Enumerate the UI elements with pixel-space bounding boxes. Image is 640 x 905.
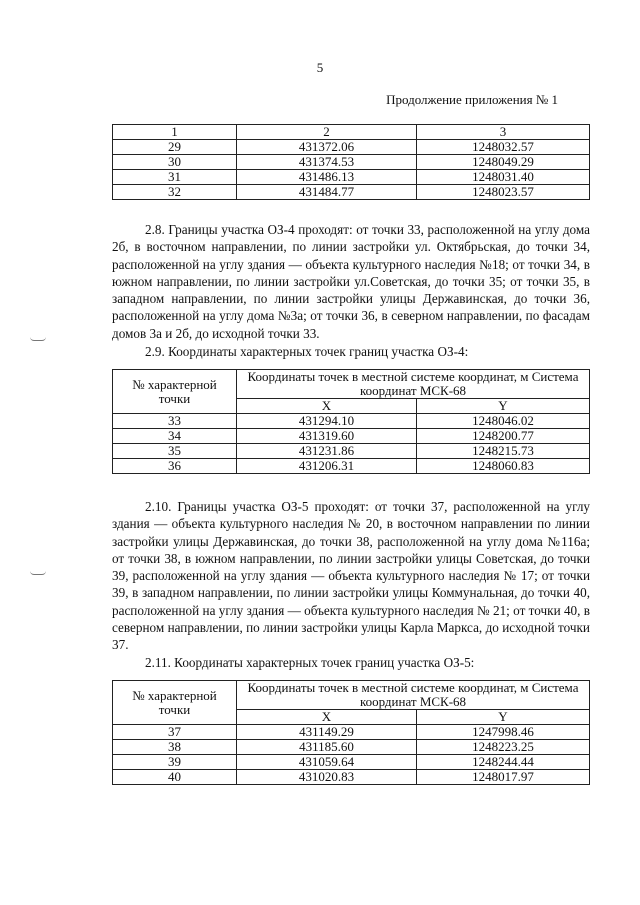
table-row [113, 444, 590, 459]
paragraph-2-11 [112, 654, 590, 671]
y-coordinate: 1248049.29 [417, 155, 590, 170]
point-number: 31 [113, 170, 237, 185]
point-number: 35 [113, 444, 237, 459]
point-number-header: № характерной точки [113, 681, 237, 725]
x-coordinate: 431231.86 [237, 444, 417, 459]
y-coordinate: 1248215.73 [417, 444, 590, 459]
point-number: 29 [113, 140, 237, 155]
paragraph-2-9 [112, 343, 590, 360]
x-coordinate: 431372.06 [237, 140, 417, 155]
header-cell: 3 [417, 125, 590, 140]
table-row [113, 170, 590, 185]
y-coordinate: 1248032.57 [417, 140, 590, 155]
point-number: 36 [113, 459, 237, 474]
point-number-header: № характерной точки [113, 370, 237, 414]
table-row [113, 770, 590, 785]
x-coordinate: 431294.10 [237, 414, 417, 429]
x-header: X [237, 399, 417, 414]
y-coordinate: 1247998.46 [417, 725, 590, 740]
y-header: Y [417, 710, 590, 725]
paragraph-2-10-text: 2.10. Границы участка ОЗ-5 проходят: от точки 37, расположенной на углу здания — объекта культурного наследия № 20, в восточном направлении по линии застройки улицы Державинская, до точки 38, расположенной на углу дома №116а; от точки 38, в южном направлении, по линии застройки улицы Советская, до точки 39, расположенной на углу здания — объекта культурного наследия № 17; от точки 39, в западном направлении, по линии застройки улицы Коммунальная, до точки 40, расположенной на углу здания — объекта культурного наследия № 21; от точки 40, в северном направлении, по линии застройки улицы Карла Маркса, до исходной точки 37. [112, 499, 590, 653]
point-number: 38 [113, 740, 237, 755]
point-number: 30 [113, 155, 237, 170]
paragraph-2-9-text: 2.9. Координаты характерных точек границ участка ОЗ-4: [145, 344, 469, 359]
continuation-note: Продолжение приложения № 1 [386, 92, 558, 107]
paragraph-2-8 [112, 221, 590, 342]
header-cell: 2 [237, 125, 417, 140]
table-header-row [113, 370, 590, 399]
coordinates-table-oz3 [112, 124, 590, 200]
table-row [113, 414, 590, 429]
y-coordinate: 1248017.97 [417, 770, 590, 785]
y-coordinate: 1248046.02 [417, 414, 590, 429]
table-row [113, 140, 590, 155]
y-coordinate: 1248031.40 [417, 170, 590, 185]
x-coordinate: 431486.13 [237, 170, 417, 185]
coordinates-table-oz5 [112, 680, 590, 785]
point-number: 40 [113, 770, 237, 785]
paragraph-2-10 [112, 498, 590, 654]
table-header-row [113, 681, 590, 710]
x-coordinate: 431149.29 [237, 725, 417, 740]
point-number: 39 [113, 755, 237, 770]
y-coordinate: 1248023.57 [417, 185, 590, 200]
y-coordinate: 1248060.83 [417, 459, 590, 474]
table-row [113, 185, 590, 200]
x-coordinate: 431206.31 [237, 459, 417, 474]
point-number: 32 [113, 185, 237, 200]
y-coordinate: 1248200.77 [417, 429, 590, 444]
page-number: 5 [316, 60, 324, 75]
point-number: 34 [113, 429, 237, 444]
table-header-row [113, 125, 590, 140]
y-coordinate: 1248244.44 [417, 755, 590, 770]
coordinates-table-oz4 [112, 369, 590, 474]
x-coordinate: 431319.60 [237, 429, 417, 444]
point-number: 37 [113, 725, 237, 740]
paragraph-2-8-text: 2.8. Границы участка ОЗ-4 проходят: от точки 33, расположенной на углу дома 2б, в восточном направлении, по линии застройки ул. Октябрьская, до точки 34, расположенной на углу здания — объекта культурного наследия №18; от точки 34, в южном направлении, по линии застройки ул.Советская, до точки 35; от точки 35, в западном направлении, по линии застройки улицы Державинская, до точки 36, расположенной на углу дома №3а; от точки 36, в северном направлении, по фасадам домов 3а и 2б, до исходной точки 33. [112, 222, 590, 341]
coordinates-group-header: Координаты точек в местной системе координат, м Система координат МСК-68 [237, 370, 590, 399]
table-row [113, 429, 590, 444]
table-row [113, 740, 590, 755]
table-row [113, 155, 590, 170]
x-coordinate: 431020.83 [237, 770, 417, 785]
binding-mark [30, 571, 46, 575]
table-row [113, 459, 590, 474]
table-row [113, 725, 590, 740]
x-coordinate: 431059.64 [237, 755, 417, 770]
x-coordinate: 431374.53 [237, 155, 417, 170]
binding-mark [30, 337, 46, 341]
point-number: 33 [113, 414, 237, 429]
y-coordinate: 1248223.25 [417, 740, 590, 755]
coordinates-group-header: Координаты точек в местной системе координат, м Система координат МСК-68 [237, 681, 590, 710]
header-cell: 1 [113, 125, 237, 140]
table-row [113, 755, 590, 770]
y-header: Y [417, 399, 590, 414]
x-header: X [237, 710, 417, 725]
x-coordinate: 431185.60 [237, 740, 417, 755]
x-coordinate: 431484.77 [237, 185, 417, 200]
paragraph-2-11-text: 2.11. Координаты характерных точек границ участка ОЗ-5: [145, 655, 475, 670]
